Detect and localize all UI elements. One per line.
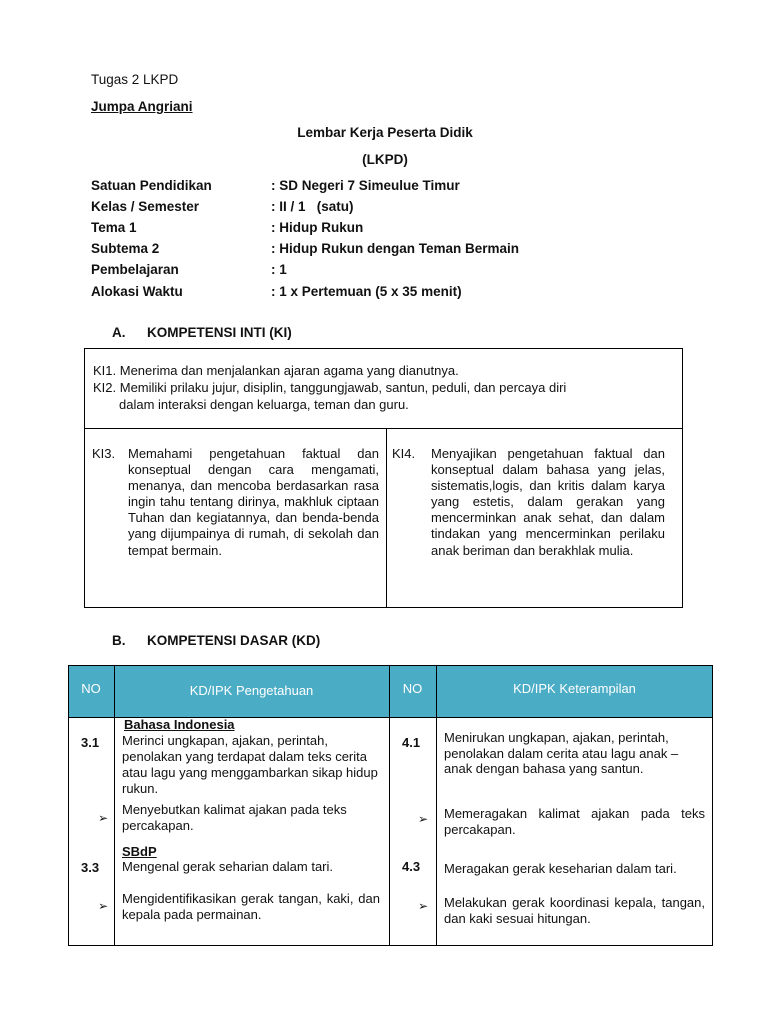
ki2-continued-text: dalam interaksi dengan keluarga, teman dan guru. xyxy=(119,397,409,412)
header-kd-pengetahuan: KD/IPK Pengetahuan xyxy=(189,683,314,698)
assignment-label: Tugas 2 LKPD xyxy=(91,72,179,87)
kd-col-divider xyxy=(114,665,115,946)
ki3-text: Memahami pengetahuan faktual dan konseptual dengan cara mengamati, menanya, dan mencoba berdasarkan rasa ingin tahu tentang dirinya, makhluk ciptaan Tuhan dan kegiatannya, dan benda-benda yang dijumpainya di rumah, di sekolah dan tempat bermain. xyxy=(128,446,379,558)
section-a-title: KOMPETENSI INTI (KI) xyxy=(147,325,292,340)
identity-label: Tema 1 xyxy=(91,220,137,235)
kd-col-divider xyxy=(436,665,437,946)
header-no-1: NO xyxy=(81,681,101,696)
ki4-label: KI4. xyxy=(392,446,416,461)
kd-3-1-text: Merinci ungkapan, ajakan, perintah, penolakan yang terdapat dalam teks cerita atau lagu yang menggambarkan sikap hidup rukun. xyxy=(122,733,378,796)
subject-bahasa-indonesia: Bahasa Indonesia xyxy=(124,717,235,732)
identity-value: : II / 1 (satu) xyxy=(271,199,354,214)
arrow-bullet-icon: ➢ xyxy=(98,811,109,825)
identity-label: Subtema 2 xyxy=(91,241,160,256)
section-b-title: KOMPETENSI DASAR (KD) xyxy=(147,633,321,648)
arrow-bullet-icon: ➢ xyxy=(418,812,429,826)
identity-label: Satuan Pendidikan xyxy=(91,178,212,193)
arrow-bullet-icon: ➢ xyxy=(418,899,429,913)
document-title: Lembar Kerja Peserta Didik xyxy=(297,125,473,140)
header-kd-keterampilan: KD/IPK Keterampilan xyxy=(513,681,636,696)
identity-value: : Hidup Rukun dengan Teman Bermain xyxy=(271,241,520,256)
ki-table-column-divider xyxy=(386,428,387,608)
arrow-bullet-icon: ➢ xyxy=(98,899,109,913)
ipk-3-3-text: Mengidentifikasikan gerak tangan, kaki, dan kepala pada permainan. xyxy=(122,891,380,922)
ki2-text: KI2. Memiliki prilaku jujur, disiplin, tanggungjawab, santun, peduli, dan percaya diri xyxy=(93,380,567,395)
kd-number: 3.3 xyxy=(81,860,100,875)
kd-col-divider xyxy=(389,665,390,946)
kd-number: 4.3 xyxy=(402,859,421,874)
identity-label: Kelas / Semester xyxy=(91,199,200,214)
document-subtitle: (LKPD) xyxy=(362,152,408,167)
identity-value: : SD Negeri 7 Simeulue Timur xyxy=(271,178,460,193)
section-b-letter: B. xyxy=(112,633,126,648)
kd-3-3-text: Mengenal gerak seharian dalam tari. xyxy=(122,859,334,874)
ki1-text: KI1. Menerima dan menjalankan ajaran agama yang dianutnya. xyxy=(93,363,459,378)
author-name: Jumpa Angriani xyxy=(91,99,193,114)
identity-label: Pembelajaran xyxy=(91,262,179,277)
kd-4-3-text: Meragakan gerak keseharian dalam tari. xyxy=(444,861,677,876)
kd-4-1-text: Menirukan ungkapan, ajakan, perintah, penolakan dalam cerita atau lagu anak – anak dengan bahasa yang santun. xyxy=(444,730,679,777)
header-no-2: NO xyxy=(402,681,423,696)
ki3-label: KI3. xyxy=(92,446,116,461)
ki4-text: Menyajikan pengetahuan faktual dan konseptual dalam bahasa yang jelas, sistematis,logis, dan kritis dalam karya yang estetis, dalam gerakan yang mencerminkan anak sehat, dan dalam tindakan yang mencerminkan perilaku anak beriman dan berakhlak mulia. xyxy=(431,446,665,558)
identity-value: : 1 xyxy=(271,262,287,277)
kd-number: 3.1 xyxy=(81,735,100,750)
section-a-letter: A. xyxy=(112,325,126,340)
ipk-4-1-text: Memeragakan kalimat ajakan pada teks percakapan. xyxy=(444,806,705,837)
identity-value: : 1 x Pertemuan (5 x 35 menit) xyxy=(271,284,462,299)
identity-value: : Hidup Rukun xyxy=(271,220,364,235)
subject-sbdp: SBdP xyxy=(122,844,157,859)
kd-number: 4.1 xyxy=(402,735,421,750)
identity-label: Alokasi Waktu xyxy=(91,284,183,299)
ipk-4-3-text: Melakukan gerak koordinasi kepala, tangan, dan kaki sesuai hitungan. xyxy=(444,895,705,926)
ipk-3-1-text: Menyebutkan kalimat ajakan pada teks percakapan. xyxy=(122,802,347,833)
ki-table-divider xyxy=(84,428,683,429)
